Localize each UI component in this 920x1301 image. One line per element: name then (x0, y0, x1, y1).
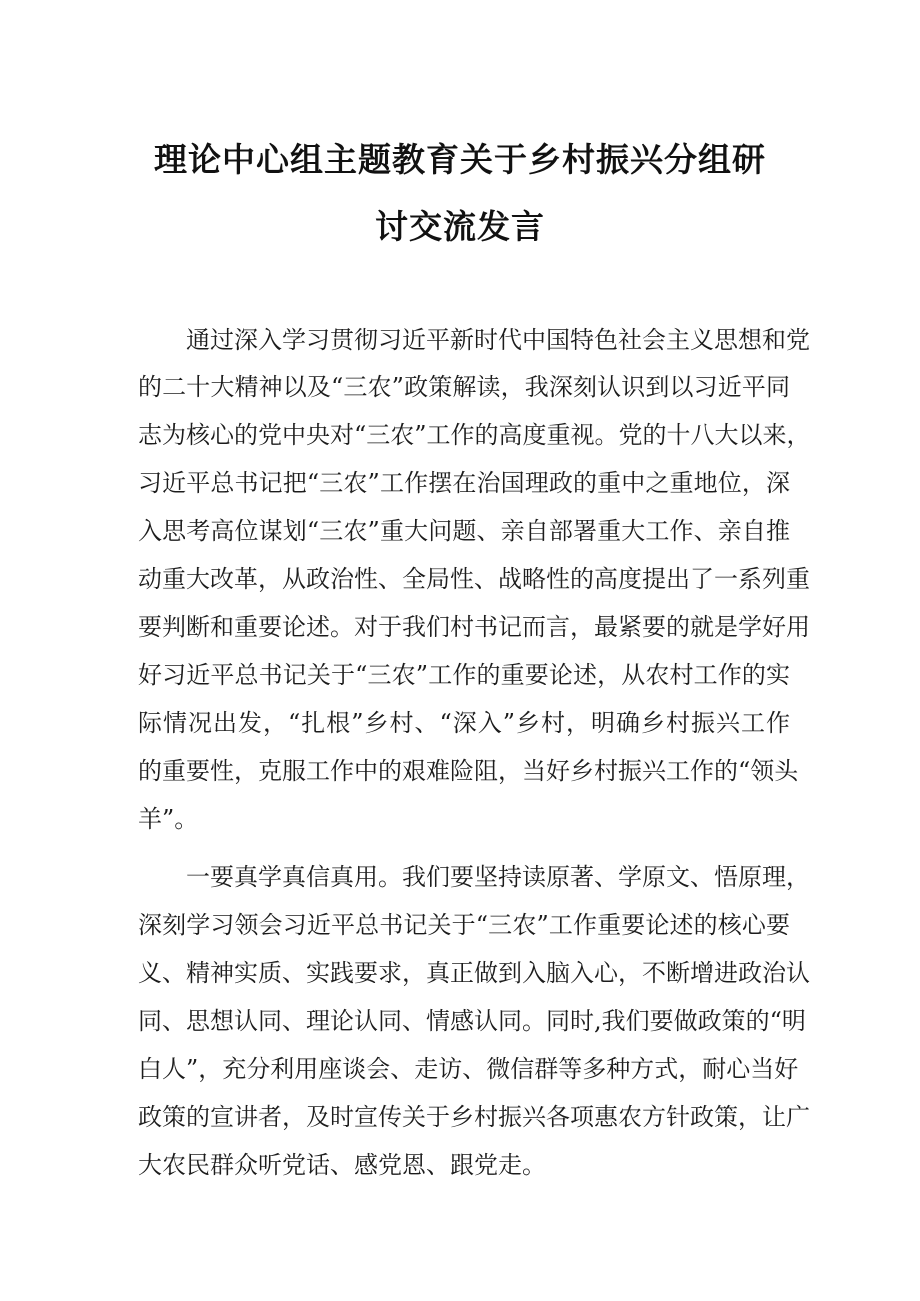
paragraph-1-line-9: 际情况出发，“扎根”乡村、“深入”乡村，明确乡村振兴工作 (138, 709, 790, 737)
paragraph-2-line-7: 大农民群众听党话、感党恩、跟党走。 (138, 1151, 546, 1179)
paragraph-2-line-5: 白人”，充分利用座谈会、走访、微信群等多种方式，耐心当好 (138, 1055, 799, 1083)
paragraph-2-line-1: 一要真学真信真用。我们要坚持读原著、学原文、悟原理， (186, 863, 810, 891)
paragraph-1-line-1: 通过深入学习贯彻习近平新时代中国特色社会主义思想和党 (186, 326, 810, 354)
paragraph-1-line-2: 的二十大精神以及“三农”政策解读，我深刻认识到以习近平同 (138, 373, 790, 401)
paragraph-1-line-8: 好习近平总书记关于“三农”工作的重要论述，从农村工作的实 (138, 661, 790, 689)
paragraph-1-line-6: 动重大改革，从政治性、全局性、战略性的高度提出了一系列重 (138, 565, 810, 593)
paragraph-2-line-2: 深刻学习领会习近平总书记关于“三农”工作重要论述的核心要 (138, 911, 790, 939)
paragraph-1-line-4: 习近平总书记把“三农”工作摆在治国理政的重中之重地位，深 (138, 469, 790, 497)
paragraph-1-line-11: 羊”。 (138, 805, 199, 833)
paragraph-1-line-5: 入思考高位谋划“三农”重大问题、亲自部署重大工作、亲自推 (138, 517, 790, 545)
paragraph-1-line-3: 志为核心的党中央对“三农”工作的高度重视。党的十八大以来， (138, 421, 811, 449)
document-title-line-1: 理论中心组主题教育关于乡村振兴分组研 (154, 140, 766, 179)
paragraph-1-line-10: 的重要性，克服工作中的艰难险阻，当好乡村振兴工作的“领头 (138, 757, 799, 785)
paragraph-1-line-7: 要判断和重要论述。对于我们村书记而言，最紧要的就是学好用 (138, 613, 810, 641)
paragraph-2-line-3: 义、精神实质、实践要求，真正做到入脑入心，不断增进政治认 (138, 959, 810, 987)
document-title-line-2: 讨交流发言 (375, 207, 545, 246)
paragraph-2-line-6: 政策的宣讲者，及时宣传关于乡村振兴各项惠农方针政策，让广 (138, 1103, 810, 1131)
paragraph-2-line-4: 同、思想认同、理论认同、情感认同。同时,我们要做政策的“明 (138, 1007, 806, 1035)
